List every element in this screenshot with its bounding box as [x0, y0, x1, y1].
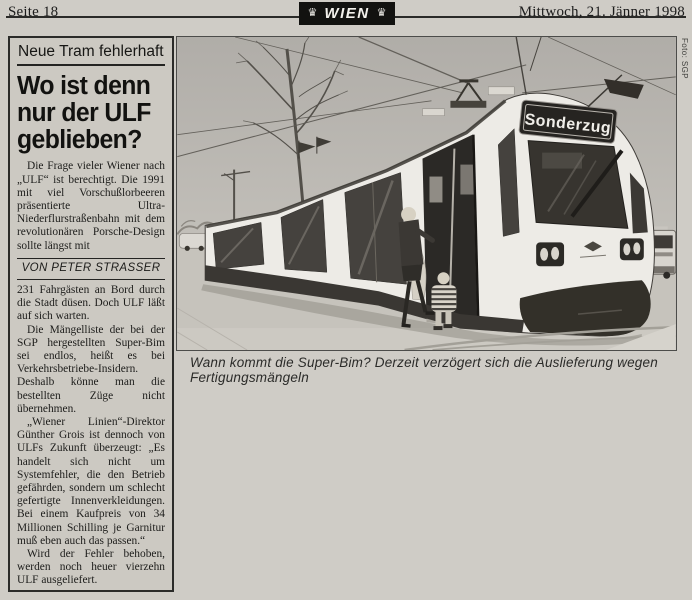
roof-box [423, 109, 445, 116]
article-kicker: Neue Tram fehlerhaft [17, 43, 165, 66]
photo-credit: Foto: SGP [680, 38, 689, 79]
section-logo-text: WIEN [324, 5, 370, 22]
crown-left-icon: ♛ [307, 7, 318, 19]
page-number-label: Seite 18 [8, 4, 59, 20]
parked-car [179, 233, 207, 251]
headline-line-1: Wo ist denn [17, 72, 151, 100]
tram-photo [176, 36, 677, 351]
article-byline: VON PETER STRASSER [17, 258, 165, 280]
woman-head [401, 207, 416, 222]
woman-skirt [402, 264, 423, 281]
article-column [8, 36, 174, 592]
child-head [437, 272, 449, 284]
article-paragraph: 231 Fahrgästen an Bord durch die Stadt düsen. Doch ULF läßt auf sich warten. [17, 283, 165, 323]
pantograph-base [450, 101, 486, 108]
headline-line-2: nur der ULF [17, 98, 151, 127]
crown-right-icon: ♛ [376, 7, 387, 19]
roof-box [488, 87, 514, 95]
article-body [17, 160, 165, 587]
section-logo [300, 3, 394, 24]
headline-line-3: geblieben? [17, 125, 142, 154]
article-paragraph: Wird der Fehler behoben, werden noch heuer vierzehn ULF ausgeliefert. [17, 547, 165, 587]
photo-caption: Wann kommt die Super-Bim? Derzeit verzögert sich die Auslieferung wegen Fertigungsmängeln [190, 355, 658, 385]
article-lead-paragraph: Die Frage vieler Wiener nach „ULF“ ist berechtigt. Die 1991 mit viel Vorschußlorbeeren präsentierte Ultra-Niederflurstraßenbahn mit dem revolutionären Porsche-Design sollte längst mit [17, 160, 165, 252]
destination-sign-text: Sonderzug [523, 111, 612, 138]
tram-photo-illustration [177, 37, 676, 350]
issue-date: Mittwoch, 21. Jänner 1998 [518, 4, 685, 20]
article-paragraph: Die Mängelliste der bei der SGP hergestellten Super-Bim sei endlos, heißt es bei Verkehrsbetriebe-Insidern. Deshalb könne man die bestellten Züge nicht übernehmen. [17, 323, 165, 415]
article-headline [17, 73, 161, 153]
article-paragraph: „Wiener Linien“-Direktor Günther Grois ist dennoch von ULFs Zukunft überzeugt: „Es handelt sich nicht um Systemfehler, die den Betrieb gefährden, sondern um schlecht gefertigte Innenverkleidungen. Bei einem Kaufpreis von 34 Millionen Schilling je Garnitur muß eben auch das passen.“ [17, 415, 165, 547]
